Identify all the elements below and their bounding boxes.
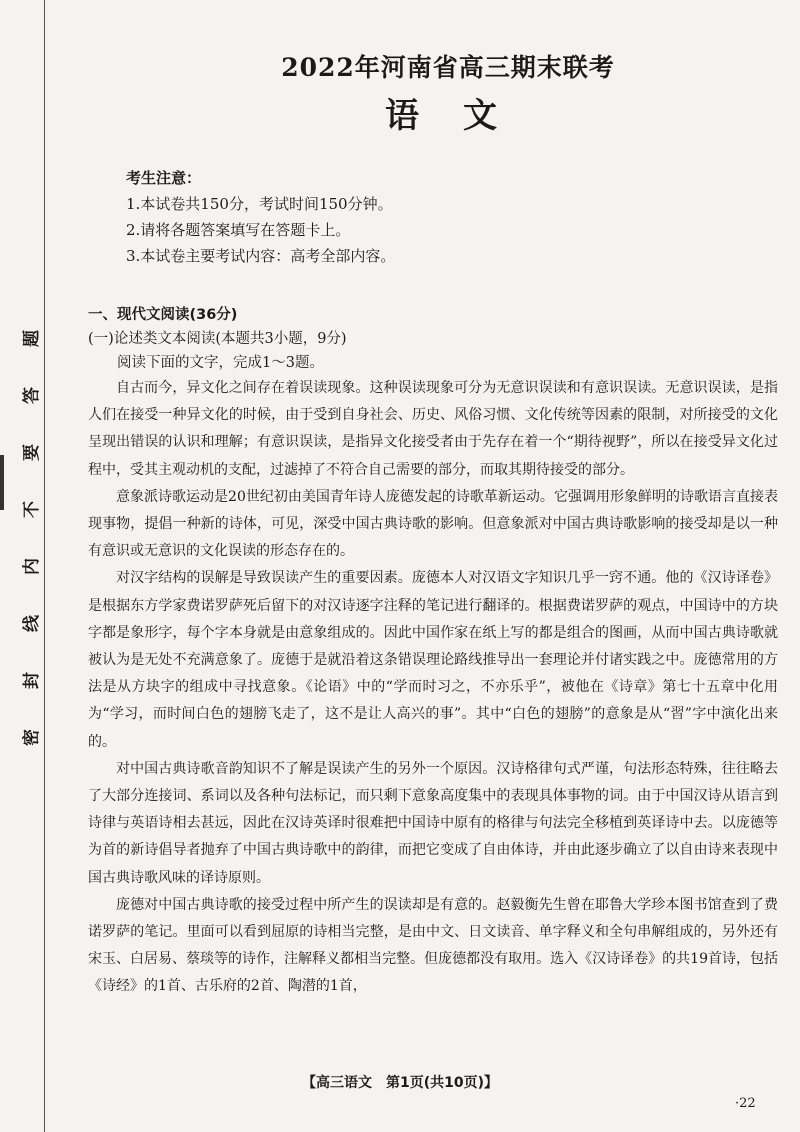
seal-char: 题	[21, 330, 42, 347]
passage-paragraph: 意象派诗歌运动是20世纪初由美国青年诗人庞德发起的诗歌革新运动。它强调用形象鲜明的诗歌语言直接表现事物，提倡一种新的诗体，可见，深受中国古典诗歌的影响。但意象派对中国古典诗歌影响的接受却是以一种有意识或无意识的文化误读的形态存在的。	[88, 488, 778, 560]
passage-paragraph: 自古而今，异文化之间存在着误读现象。这种误读现象可分为无意识误读和有意识误读。无意识误读，是指人们在接受一种异文化的时候，由于受到自身社会、历史、风俗习惯、文化传统等因素的限制，对所接受的文化呈现出错误的认识和理解；有意识误读，是指异文化接受者由于先存在着一个“期待视野”，所以在接受异文化过程中，受其主观动机的支配，过滤掉了不符合自己需要的部分，而取其期待接受的部分。	[88, 380, 778, 478]
passage-paragraph: 庞德对中国古典诗歌的接受过程中所产生的误读却是有意的。赵毅衡先生曾在耶鲁大学珍本图书馆查到了费诺罗萨的笔记。里面可以看到屈原的诗相当完整，是由中文、日文读音、单字释义和全句串解组成的，另外还有宋玉、白居易、蔡琰等的诗作，注解释义都相当完整。但庞德都没有取用。选入《汉诗译卷》的共19首诗，包括《诗经》的1首、古乐府的2首、陶潜的1首，	[88, 896, 778, 995]
seal-char: 答	[21, 387, 42, 404]
section-title: 一、现代文阅读(36分)	[88, 307, 238, 323]
candidate-notice	[126, 165, 778, 269]
binding-margin-mark	[0, 455, 4, 510]
seal-char: 密	[21, 729, 42, 746]
notice-item: 1.本试卷共150分，考试时间150分钟。	[126, 195, 393, 213]
passage-paragraph: 对汉字结构的误解是导致误读产生的重要因素。庞德本人对汉语文字知识几乎一窍不通。他的《汉诗译卷》是根据东方学家费诺罗萨死后留下的对汉诗逐字注释的笔记进行翻译的。根据费诺罗萨的观点，中国诗中的方块字都是象形字，每个字本身就是由意象组成的。因此中国作家在纸上写的都是组合的图画，从而中国古典诗歌就被认为是无处不充满意象了。庞德于是就沿着这条错误理论路线推导出一套理论并付诸实践之中。庞德常用的方法是从方块字的组成中寻找意象。《论语》中的“学而时习之，不亦乐乎”，被他在《诗章》第七十五章中化用为“学习，而时间白色的翅膀飞走了，这不是让人高兴的事”。其中“白色的翅膀”的意象是从“習”字中演化出来的。	[88, 570, 778, 750]
subject-title: 语文	[385, 96, 541, 136]
exam-page	[88, 48, 778, 1001]
seal-char: 线	[21, 615, 42, 632]
section-subtitle: (一)论述类文本阅读(本题共3小题，9分)	[88, 331, 347, 347]
reading-instruction: 阅读下面的文字，完成1～3题。	[117, 355, 324, 371]
page-code: ·22	[735, 1096, 756, 1111]
exam-title: 2022年河南省高三期末联考	[281, 53, 615, 82]
page-footer: 【高三语文 第1页(共10页)】	[301, 1075, 499, 1091]
passage-paragraph: 对中国古典诗歌音韵知识不了解是误读产生的另外一个原因。汉诗格律句式严谨，句法形态特殊，往往略去了大部分连接词、系词以及各种句法标记，而只剩下意象高度集中的表现具体事物的词。由于中国汉诗从语言到诗律与英语诗相去甚远，因此在汉诗英译时很难把中国诗中原有的格律与句法完全移植到英译诗中去。以庞德等为首的新诗倡导者抛弃了中国古典诗歌中的韵律，而把它变成了自由体诗，并由此逐步确立了以自由诗来表现中国古典诗歌风味的译诗原则。	[88, 760, 778, 886]
binding-margin-text	[12, 330, 52, 746]
notice-item: 2.请将各题答案填写在答题卡上。	[126, 221, 351, 239]
notice-item: 3.本试卷主要考试内容：高考全部内容。	[126, 247, 396, 265]
seal-char: 不	[21, 501, 42, 518]
seal-char: 内	[21, 558, 42, 575]
seal-char: 要	[21, 444, 42, 461]
notice-title: 考生注意：	[126, 169, 202, 187]
seal-char: 封	[21, 672, 42, 689]
